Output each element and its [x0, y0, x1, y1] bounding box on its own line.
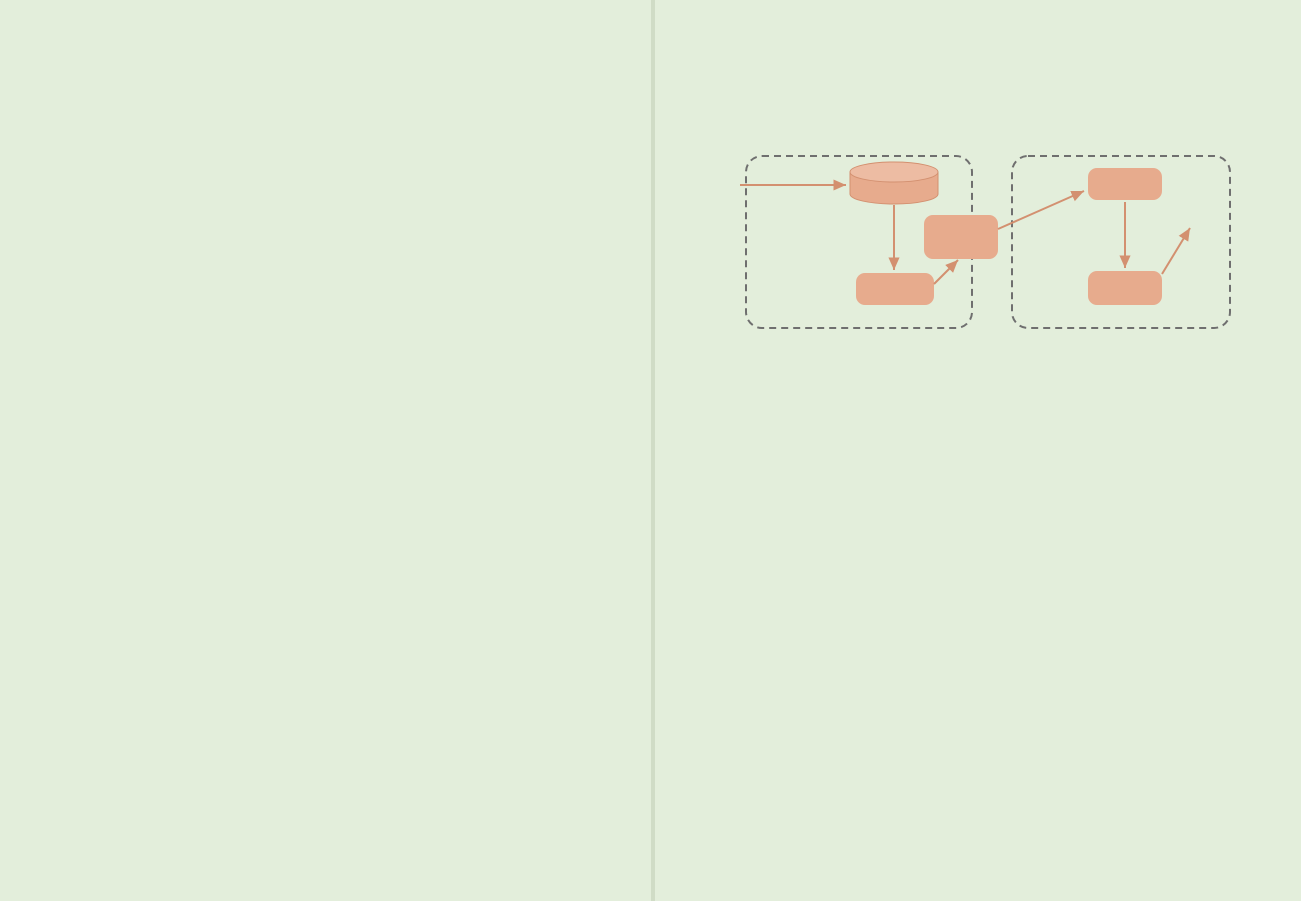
replication-diagram — [740, 124, 1236, 338]
log-dump-box — [924, 215, 998, 259]
relay-log-box — [1088, 271, 1162, 305]
relay-to-sql-arrow — [1162, 228, 1190, 274]
master-db-icon — [850, 162, 938, 204]
io-thread-box — [1088, 168, 1162, 200]
binlog-box — [856, 273, 934, 305]
binlog-to-dump-arrow — [934, 260, 958, 284]
right-page — [655, 0, 1301, 901]
dump-to-io-arrow — [998, 191, 1084, 229]
